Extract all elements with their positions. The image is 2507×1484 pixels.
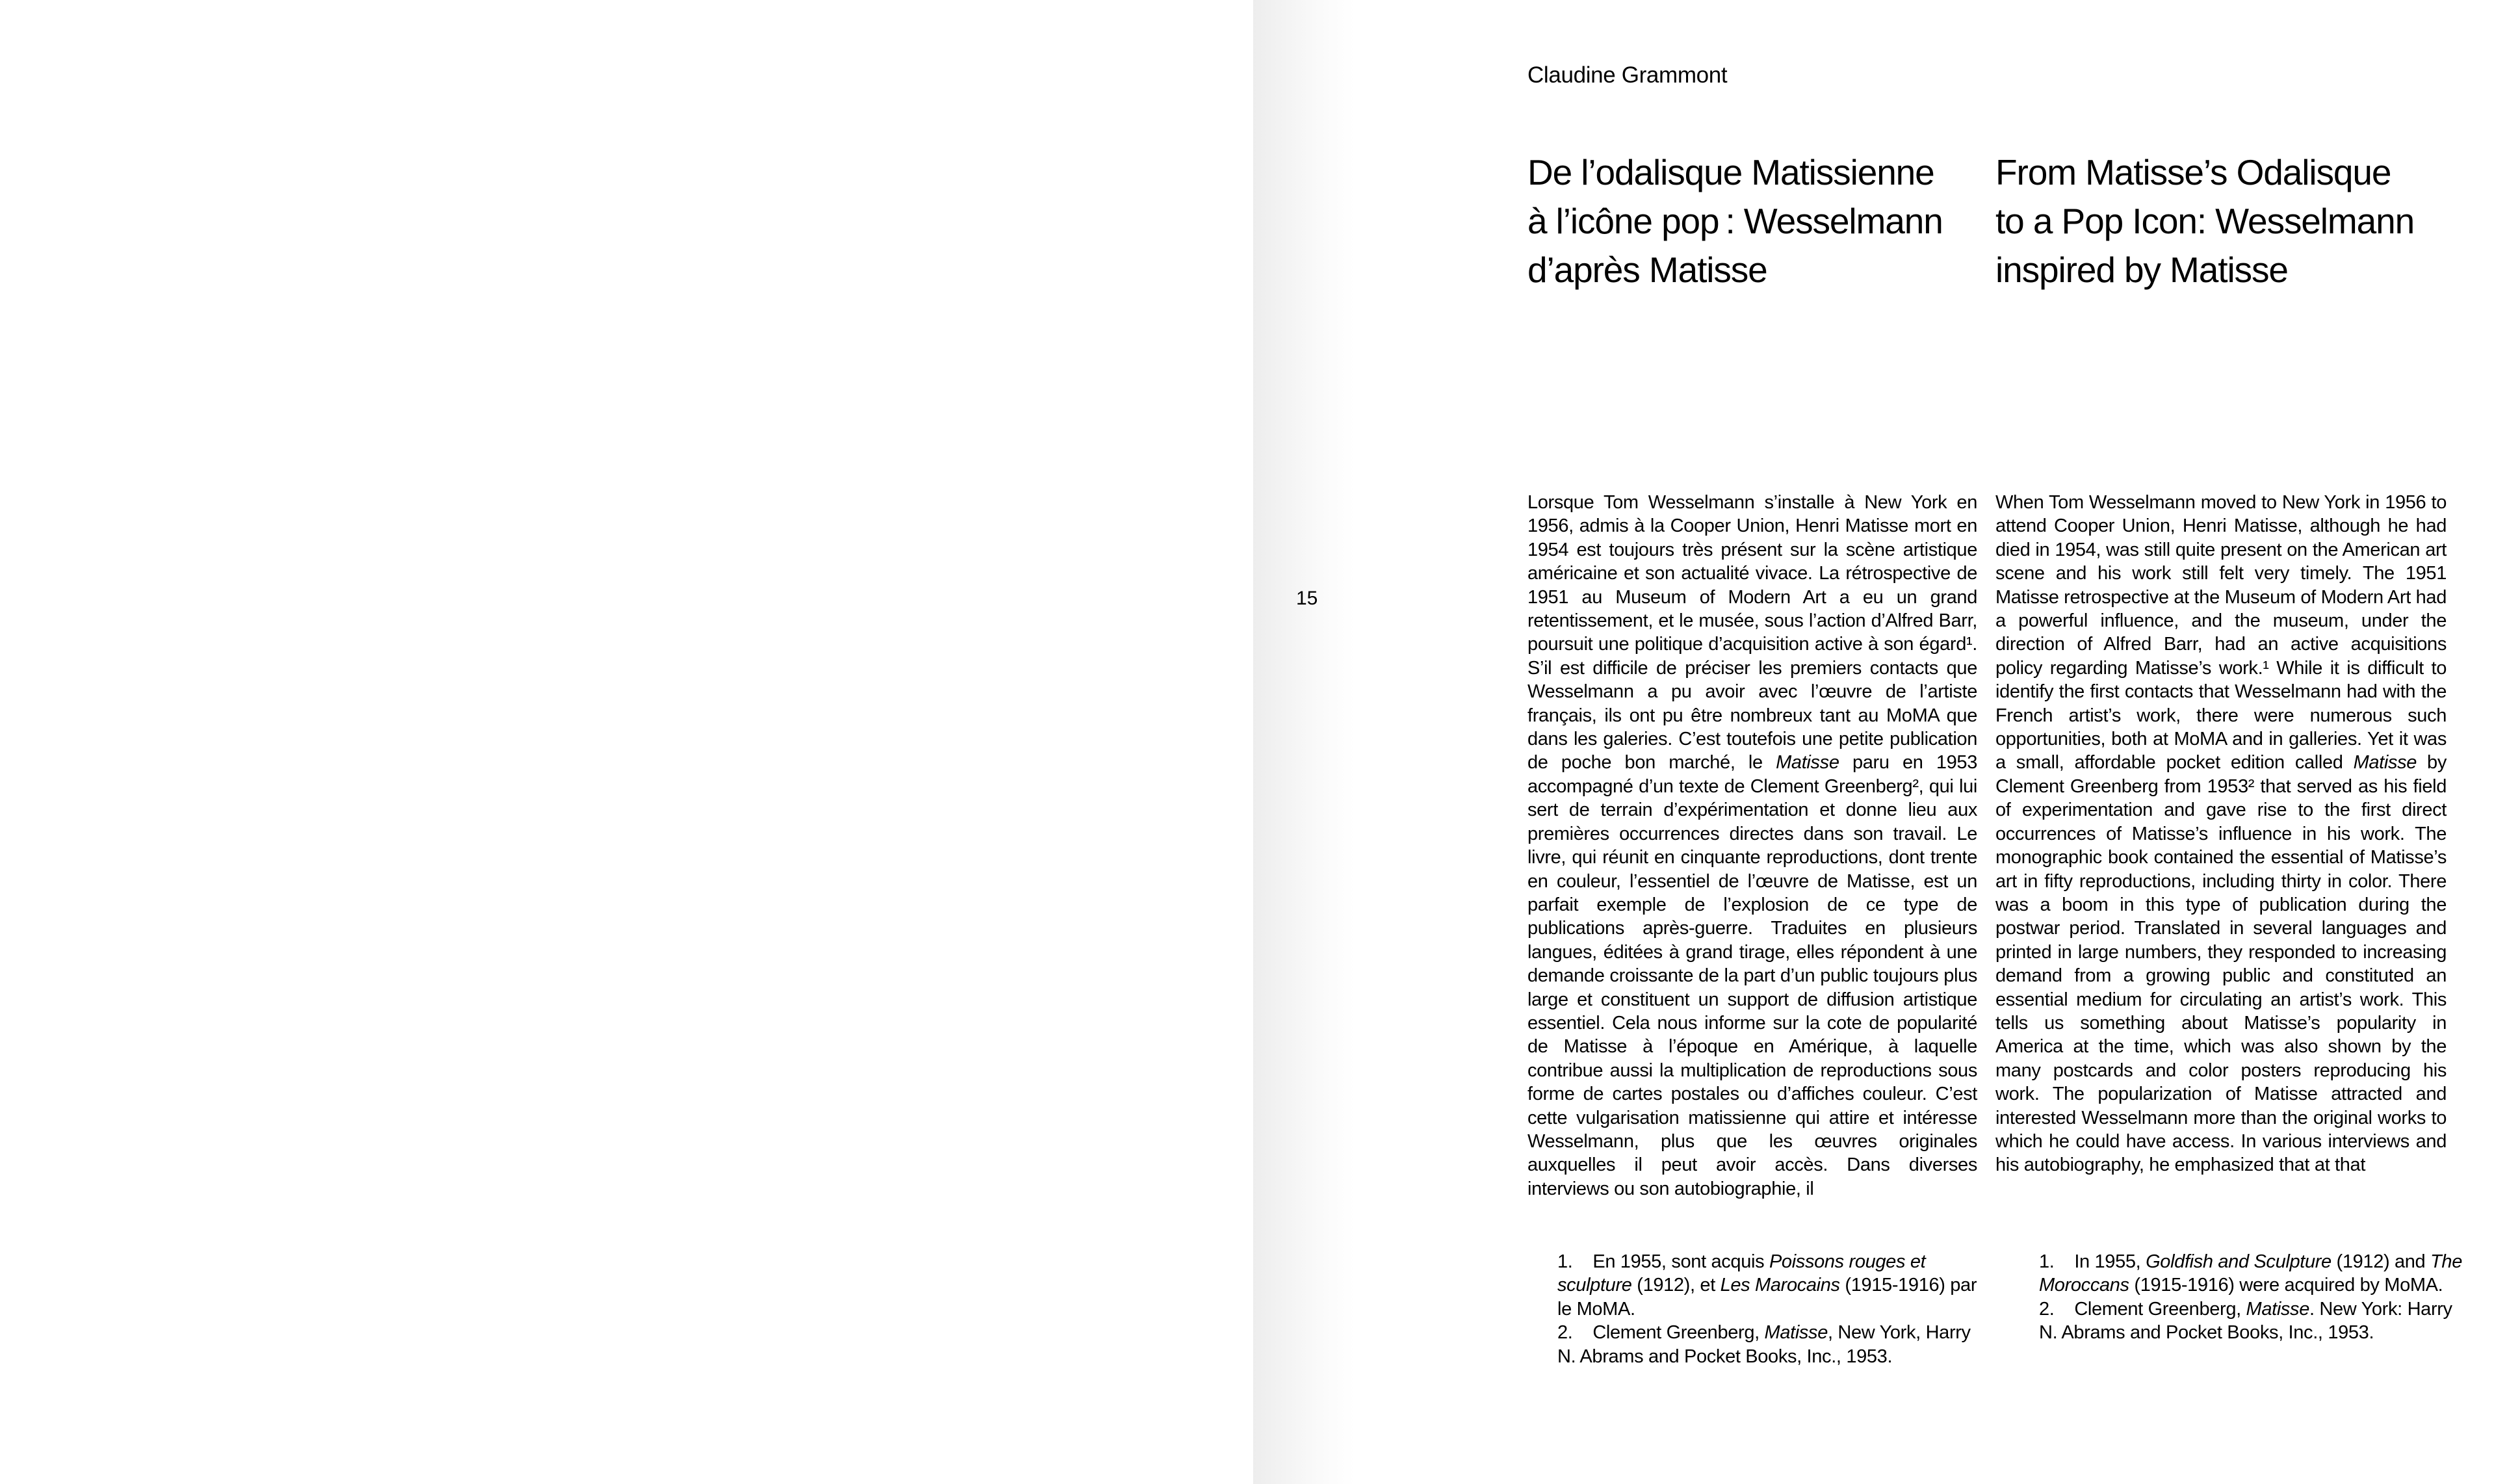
page-number-folio: 15 [1296, 588, 1318, 609]
article-title-english [1995, 148, 2414, 294]
footnote-2-french: 2. Clement Greenberg, Matisse, New York, Harry N. Abrams and Pocket Books, Inc., 1953. [1557, 1322, 1971, 1367]
footnotes-french [1557, 1250, 1986, 1368]
article-body-english [1995, 491, 2447, 1177]
footnote-1-french: 1. En 1955, sont acquis Poissons rouges et sculpture (1912), et Les Marocains (1915-1916) par le MoMA. [1557, 1251, 1977, 1320]
footnote-2-english: 2. Clement Greenberg, Matisse. New York: Harry N. Abrams and Pocket Books, Inc., 1953. [2039, 1298, 2452, 1344]
article-body-french [1527, 491, 1977, 1201]
title-line: De l’odalisque Matissienne [1527, 152, 1934, 192]
title-line: d’après Matisse [1527, 250, 1767, 290]
body-paragraph-french: Lorsque Tom Wesselmann s’installe à New York en 1956, admis à la Cooper Union, Henri Matisse mort en 1954 est toujours très présent sur la scène artistique américaine et son actualité vivace. La rétrospective de 1951 au Museum of Modern Art a eu un grand retentissement, et le musée, sous l’action d’Alfred Barr, poursuit une politique d’acquisition active à son égard¹. S’il est difficile de préciser les premiers contacts que Wesselmann a pu avoir avec l’œuvre de l’artiste français, ils ont pu être nombreux tant au MoMA que dans les galeries. C’est toutefois une petite publication de poche bon marché, le Matisse paru en 1953 accompagné d’un texte de Clement Greenberg², qui lui sert de terrain d’expérimentation et donne lieu aux premières occurrences directes dans son travail. Le livre, qui réunit en cinquante reproductions, dont trente en couleur, l’essentiel de l’œuvre de Matisse, est un parfait exemple de l’explosion de ce type de publications après-guerre. Traduites en plusieurs langues, éditées à grand tirage, elles répondent à une demande croissante de la part d’un public toujours plus large et constituent un support de diffusion artistique essentiel. Cela nous informe sur la cote de popularité de Matisse à l’époque en Amérique, à laquelle contribue aussi la multiplication de reproductions sous forme de cartes postales ou d’affiches couleur. C’est cette vulgarisation matissienne qui attire et intéresse Wesselmann, plus que les œuvres originales auxquelles il peut avoir accès. Dans diverses interviews ou son autobiographie, il [1527, 492, 1977, 1199]
title-line: From Matisse’s Odalisque [1995, 152, 2391, 192]
title-line: to a Pop Icon: Wesselmann [1995, 201, 2415, 241]
body-paragraph-english: When Tom Wesselmann moved to New York in 1956 to attend Cooper Union, Henri Matisse, although he had died in 1954, was still quite present on the American art scene and his work still felt very timely. The 1951 Matisse retrospective at the Museum of Modern Art had a powerful influence, and the museum, under the direction of Alfred Barr, had an active acquisitions policy regarding Matisse’s work.¹ While it is difficult to identify the first contacts that Wesselmann had with the French artist’s work, there were numerous such opportunities, both at MoMA and in galleries. Yet it was a small, affordable pocket edition called Matisse by Clement Greenberg from 1953² that served as his field of experimentation and gave rise to the first direct occurrences of Matisse’s influence in his work. The monographic book contained the essential of Matisse’s art in fifty reproductions, including thirty in color. There was a boom in this type of publication during the postwar period. Translated in several languages and printed in large numbers, they responded to increasing demand from a growing public and constituted an essential medium for circulating an artist’s work. This tells us something about Matisse’s popularity in America at the time, which was also shown by the many postcards and color posters reproducing his work. The popularization of Matisse attracted and interested Wesselmann more than the original works to which he could have access. In various interviews and his autobiography, he emphasized that at that [1995, 492, 2447, 1176]
article-title-french [1527, 148, 1943, 294]
title-line: inspired by Matisse [1995, 250, 2288, 290]
left-page-blank [0, 0, 1253, 1484]
gutter-shadow [1253, 0, 1355, 1484]
title-line: à l’icône pop : Wesselmann [1527, 201, 1943, 241]
author-name: Claudine Grammont [1527, 62, 1728, 88]
footnotes-english [2039, 1250, 2465, 1345]
footnote-1-english: 1. In 1955, Goldfish and Sculpture (1912) and The Moroccans (1915-1916) were acquired by MoMA. [2039, 1251, 2462, 1296]
